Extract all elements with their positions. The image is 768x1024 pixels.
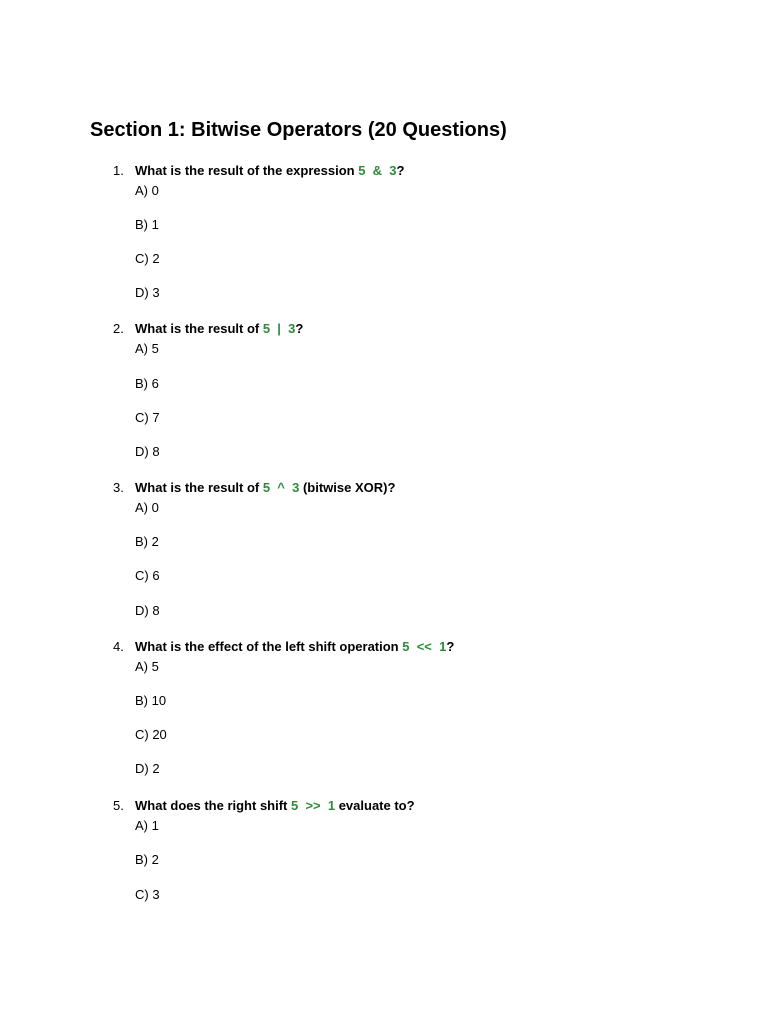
option-a: A) 1 bbox=[135, 818, 159, 833]
option-d: D) 3 bbox=[135, 285, 160, 300]
section-title: Section 1: Bitwise Operators (20 Questions) bbox=[90, 119, 507, 141]
option-c: C) 7 bbox=[135, 410, 160, 425]
question-suffix: (bitwise XOR)? bbox=[299, 480, 396, 495]
option-b: B) 10 bbox=[135, 693, 167, 708]
option-b: B) 2 bbox=[135, 852, 159, 867]
question-suffix: ? bbox=[295, 321, 304, 336]
code-expression: 5 & 3 bbox=[358, 163, 397, 178]
code-expression: 5 >> 1 bbox=[291, 798, 336, 813]
option-b: B) 6 bbox=[135, 376, 159, 391]
code-expression: 5 ^ 3 bbox=[262, 480, 300, 495]
option-c: C) 20 bbox=[135, 727, 167, 742]
question-prefix: What does the right shift bbox=[135, 798, 291, 813]
option-a: A) 0 bbox=[135, 183, 159, 198]
question-suffix: ? bbox=[396, 163, 405, 178]
option-d: D) 2 bbox=[135, 761, 160, 776]
question-number: 4. bbox=[113, 639, 124, 654]
question-text bbox=[135, 797, 415, 815]
option-a: A) 0 bbox=[135, 500, 159, 515]
question-suffix: evaluate to? bbox=[335, 798, 415, 813]
question-number: 1. bbox=[113, 163, 124, 178]
option-a: A) 5 bbox=[135, 341, 159, 356]
question-suffix: ? bbox=[446, 639, 455, 654]
question-prefix: What is the effect of the left shift operation bbox=[135, 639, 403, 654]
question-text bbox=[135, 320, 303, 338]
option-c: C) 2 bbox=[135, 251, 160, 266]
option-d: D) 8 bbox=[135, 603, 160, 618]
code-expression: 5 << 1 bbox=[402, 639, 447, 654]
question-text bbox=[135, 162, 404, 180]
option-b: B) 2 bbox=[135, 534, 159, 549]
question-text bbox=[135, 638, 454, 656]
question-prefix: What is the result of bbox=[135, 321, 263, 336]
option-a: A) 5 bbox=[135, 659, 159, 674]
option-d: D) 8 bbox=[135, 444, 160, 459]
question-prefix: What is the result of the expression bbox=[135, 163, 359, 178]
option-b: B) 1 bbox=[135, 217, 159, 232]
code-expression: 5 | 3 bbox=[262, 321, 296, 336]
question-text bbox=[135, 479, 395, 497]
question-prefix: What is the result of bbox=[135, 480, 263, 495]
question-number: 3. bbox=[113, 480, 124, 495]
question-number: 5. bbox=[113, 798, 124, 813]
option-c: C) 3 bbox=[135, 887, 160, 902]
question-number: 2. bbox=[113, 321, 124, 336]
option-c: C) 6 bbox=[135, 568, 160, 583]
